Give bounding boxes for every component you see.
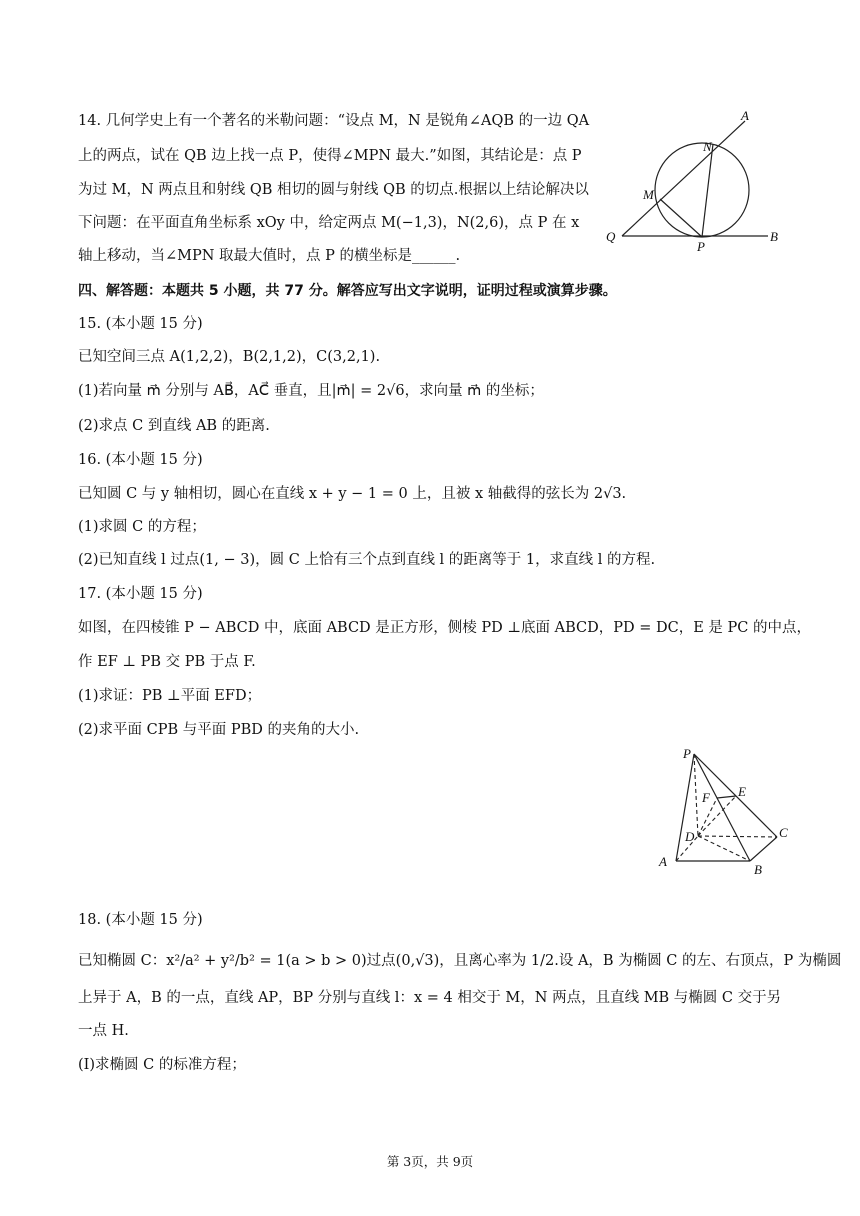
label-f: F: [702, 790, 710, 805]
label-d: D: [685, 829, 695, 844]
ray-qa: [622, 121, 745, 236]
q14-line-2: 上的两点，试在 QB 边上找一点 P，使得∠MPN 最大.”如图，其结论是：点 P: [78, 148, 582, 164]
q17-line-4: (2)求平面 CPB 与平面 PBD 的夹角的大小.: [78, 722, 360, 738]
q14-line-4: 下问题：在平面直角坐标系 xOy 中，给定两点 M(−1,3)，N(2,6)，点 P 在 x: [78, 215, 580, 231]
segment-mp: [660, 199, 702, 237]
q17-line-1: 如图，在四棱锥 P − ABCD 中，底面 ABCD 是正方形，侧棱 PD ⊥底面 ABCD，PD = DC，E 是 PC 的中点，: [78, 620, 811, 636]
q18-line-1: 已知椭圆 C：x²/a² + y²/b² = 1(a > b > 0)过点(0,√3)，且离心率为 1/2.设 A，B 为椭圆 C 的左、右顶点，P 为椭圆: [78, 953, 842, 969]
q17-line-3: (1)求证：PB ⊥平面 EFD；: [78, 688, 262, 704]
pyramid-figure: [650, 740, 800, 880]
label-m: M: [643, 187, 654, 202]
label-b: B: [754, 862, 762, 877]
label-p: P: [697, 239, 705, 254]
q18-line-2: 上异于 A，B 的一点，直线 AP，BP 分别与直线 l：x = 4 相交于 M，N 两点，且直线 MB 与椭圆 C 交于另: [78, 990, 782, 1006]
label-a: A: [659, 854, 667, 869]
label-e: E: [738, 784, 746, 799]
edge-bc: [750, 837, 777, 861]
q15-title: 15. (本小题 15 分): [78, 316, 203, 332]
edge-pb: [694, 754, 750, 861]
label-b: B: [770, 229, 778, 244]
q18-line-3: 一点 H.: [78, 1023, 129, 1039]
label-n: N: [703, 139, 712, 154]
edge-db: [698, 836, 750, 861]
q18-title: 18. (本小题 15 分): [78, 912, 203, 928]
segment-ef: [717, 796, 736, 798]
segment-np: [702, 144, 713, 237]
label-q: Q: [606, 229, 616, 244]
q17-line-2: 作 EF ⊥ PB 交 PB 于点 F.: [78, 654, 256, 670]
q16-line-2: (1)求圆 C 的方程；: [78, 519, 206, 535]
q15-line-1: 已知空间三点 A(1,2,2)，B(2,1,2)，C(3,2,1).: [78, 349, 381, 365]
section-heading: 四、解答题：本题共 5 小题，共 77 分。解答应写出文字说明，证明过程或演算步骤。: [78, 283, 617, 299]
label-p: P: [683, 746, 691, 761]
edge-pa: [676, 754, 694, 861]
q16-line-1: 已知圆 C 与 y 轴相切，圆心在直线 x + y − 1 = 0 上，且被 x 轴截得的弦长为 2√3.: [78, 486, 627, 502]
q16-title: 16. (本小题 15 分): [78, 452, 203, 468]
miller-figure: [600, 105, 790, 255]
q15-line-3: (2)求点 C 到直线 AB 的距离.: [78, 418, 270, 434]
q14-line-1: 14. 几何学史上有一个著名的米勒问题：“设点 M，N 是锐角∠AQB 的一边 QA: [78, 113, 590, 129]
edge-pd: [694, 754, 698, 836]
q14-line-3: 为过 M，N 两点且和射线 QB 相切的圆与射线 QB 的切点.根据以上结论解决以: [78, 182, 589, 198]
label-c: C: [779, 825, 788, 840]
q14-line-5: 轴上移动，当∠MPN 取最大值时，点 P 的横坐标是______.: [78, 248, 461, 264]
q16-line-3: (2)已知直线 l 过点(1, − 3)，圆 C 上恰有三个点到直线 l 的距离等于 1，求直线 l 的方程.: [78, 552, 656, 568]
q15-line-2: (1)若向量 m⃗ 分别与 AB⃗，AC⃗ 垂直，且|m⃗| = 2√6，求向量 m⃗ 的坐标；: [78, 383, 544, 399]
label-a: A: [741, 108, 749, 123]
page-footer: 第 3页，共 9页: [386, 1154, 474, 1169]
q18-line-4: (Ⅰ)求椭圆 C 的标准方程；: [78, 1057, 246, 1073]
q17-title: 17. (本小题 15 分): [78, 586, 203, 602]
tangent-circle: [655, 143, 749, 237]
